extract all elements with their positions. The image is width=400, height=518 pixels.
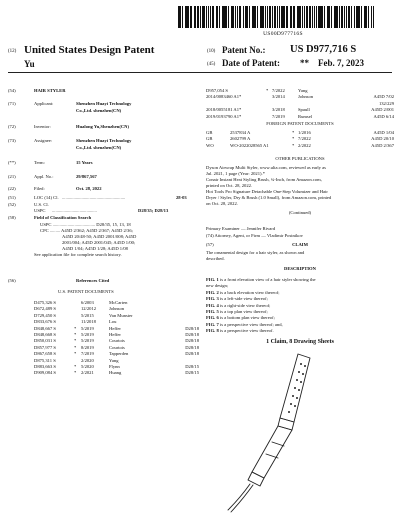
reference-row-cell: 6/2003 bbox=[81, 300, 94, 305]
barcode-bar bbox=[225, 6, 227, 28]
inventor-name: Hualong Yu,Shenzhen(CN) bbox=[76, 124, 130, 129]
primary-examiner: Primary Examiner — Jennifer Rivard bbox=[206, 226, 276, 231]
reference-row-cell: Heffer bbox=[109, 325, 121, 331]
filed-value: Oct. 28, 2022 bbox=[76, 186, 102, 191]
foreign-row-cell: 2/2022 bbox=[298, 142, 311, 148]
barcode-bar bbox=[249, 6, 250, 28]
fig-description bbox=[206, 328, 274, 334]
reference-row-cell: 5/2015 bbox=[81, 312, 94, 318]
foreign-row-cell: A45D 2/367 bbox=[371, 142, 394, 148]
barcode-bar bbox=[272, 6, 273, 28]
right-references-table bbox=[206, 88, 394, 124]
foreign-row-cell: * bbox=[292, 130, 295, 135]
barcode-bar bbox=[291, 6, 292, 28]
appl-no-value: 29/867,567 bbox=[76, 174, 97, 179]
fig-description bbox=[206, 303, 270, 309]
other-pub-line-7: on Oct. 28, 2022. bbox=[206, 201, 238, 206]
description-heading: DESCRIPTION bbox=[284, 266, 316, 271]
reference-row-cell bbox=[161, 306, 199, 312]
fig-label: FIG. 8 bbox=[206, 328, 219, 334]
reference-row-cell: Flynn bbox=[109, 364, 120, 369]
reference-row-cell: D883,663 S bbox=[34, 364, 56, 369]
foreign-row-cell: 2537834 A bbox=[230, 130, 251, 135]
foreign-row-cell: WO bbox=[206, 142, 214, 148]
code-10: (10) bbox=[207, 49, 216, 54]
reference-row-cell: Courtois bbox=[109, 338, 125, 344]
term-label: Term: bbox=[34, 160, 45, 165]
barcode-bar bbox=[316, 6, 317, 28]
reference-row-cell: Yang bbox=[109, 357, 119, 363]
reference-row-cell: D28/15 bbox=[185, 370, 199, 376]
loc-value: 28-03 bbox=[176, 195, 187, 200]
foreign-row bbox=[206, 136, 394, 142]
barcode-bar bbox=[344, 6, 345, 28]
fig-label: FIG. 3 bbox=[206, 296, 219, 302]
reference-row-cell: 2/2021 bbox=[81, 370, 94, 376]
loc-dots: ....................................................... bbox=[62, 195, 126, 200]
right-reference-row-cell: 2014/0083460 A1* bbox=[206, 94, 242, 100]
fig-text: is a perspective view thereof. bbox=[218, 328, 274, 334]
reference-row-cell: D28/18 bbox=[185, 344, 199, 350]
reference-row-cell bbox=[74, 306, 81, 312]
right-reference-row-cell: A45D 7/02 bbox=[373, 94, 394, 100]
document-title: United States Design Patent bbox=[24, 44, 155, 56]
barcode-bar bbox=[346, 6, 347, 28]
fig-label: FIG. 6 bbox=[206, 315, 219, 321]
filed-code: (22) bbox=[8, 186, 16, 191]
fig-text: is a back elevation view thereof; bbox=[218, 289, 280, 295]
assignee-label: Assignee: bbox=[34, 138, 53, 143]
reference-row-cell: 5/2020 bbox=[81, 364, 94, 369]
claim-code: (57) bbox=[206, 242, 214, 247]
reference-row-cell: D867,658 S bbox=[34, 351, 56, 357]
field-label: Field of Classification Search bbox=[34, 215, 92, 220]
foreign-row-cell: GB bbox=[206, 136, 213, 142]
header-rule bbox=[8, 72, 392, 73]
foreign-row-cell: WO-2022028565 A1 bbox=[230, 142, 269, 148]
fig-text: new design; bbox=[206, 283, 229, 289]
code-12: (12) bbox=[8, 49, 17, 54]
reference-row bbox=[34, 338, 199, 344]
barcode-bar bbox=[314, 6, 315, 28]
reference-row-cell: D848,667 S bbox=[34, 325, 56, 331]
fig-label: FIG. 2 bbox=[206, 289, 219, 295]
barcode-bar bbox=[359, 6, 360, 28]
right-reference-row-cell: 7/2022 bbox=[272, 88, 285, 93]
foreign-docs-heading: FOREIGN PATENT DOCUMENTS bbox=[266, 121, 334, 126]
date-star: ** bbox=[300, 58, 309, 68]
barcode-bar bbox=[298, 6, 301, 28]
other-pub-line-1: Dyson Airwrap Multi Styler, www.ulta.com, reviewed as early as bbox=[206, 165, 326, 170]
us-patent-docs-heading: U.S. PATENT DOCUMENTS bbox=[58, 289, 114, 294]
fig-label: FIG. 4 bbox=[206, 302, 219, 308]
barcode-bar bbox=[195, 6, 196, 28]
uspc-label: USPC bbox=[34, 208, 46, 213]
barcode-bar bbox=[373, 6, 374, 28]
reference-row-cell: D875,311 S bbox=[34, 357, 56, 363]
right-reference-row-cell: 2018/0055181 A1* bbox=[206, 107, 242, 113]
reference-row-cell: 2/2020 bbox=[81, 357, 94, 363]
right-reference-row-cell: Spaull bbox=[298, 107, 310, 113]
right-reference-row-cell bbox=[206, 101, 266, 107]
barcode-bar bbox=[257, 6, 258, 28]
foreign-row-cell: 7/2022 bbox=[298, 136, 311, 142]
barcode-bar bbox=[180, 6, 181, 28]
references-code: (56) bbox=[8, 278, 16, 283]
reference-row-cell: D28/18 bbox=[185, 325, 199, 331]
foreign-row-cell: 2602799 A bbox=[230, 136, 251, 142]
reference-row-cell bbox=[161, 313, 199, 319]
right-reference-row-cell: 3/2014 bbox=[272, 94, 285, 100]
barcode-bar bbox=[324, 6, 325, 28]
barcode-bar bbox=[188, 6, 189, 28]
uspc-dots: ....................................... bbox=[52, 208, 97, 213]
reference-row-cell bbox=[161, 300, 199, 306]
foreign-row-cell bbox=[326, 136, 340, 142]
reference-row-cell: D857,977 S bbox=[34, 344, 56, 350]
fig-text: is a right-side view thereof; bbox=[218, 302, 271, 308]
claims-line: 1 Claim, 8 Drawing Sheets bbox=[266, 339, 334, 345]
inventor-code: (72) bbox=[8, 124, 16, 129]
reference-row-cell: D833,676 S bbox=[34, 319, 56, 325]
reference-row-cell: * bbox=[74, 344, 77, 350]
barcode-bar bbox=[219, 6, 220, 28]
barcode-bar bbox=[279, 6, 280, 28]
reference-row-cell: Van Munster bbox=[109, 312, 133, 318]
foreign-row-cell bbox=[326, 130, 340, 136]
barcode-bar bbox=[235, 6, 236, 28]
filed-label: Filed: bbox=[34, 186, 45, 191]
claim-line-2: described. bbox=[206, 256, 225, 261]
barcode-bar bbox=[366, 6, 367, 28]
reference-row-cell: Courtois bbox=[109, 344, 125, 350]
reference-row bbox=[34, 313, 199, 319]
right-reference-row bbox=[206, 88, 394, 94]
barcode-bar bbox=[232, 6, 234, 28]
reference-row bbox=[34, 332, 199, 338]
reference-row-cell: 5/2019 bbox=[81, 325, 94, 331]
fig-text: is a top plan view thereof; bbox=[218, 309, 268, 314]
barcode-bar bbox=[190, 6, 192, 28]
right-reference-row-cell: A45D 6/14 bbox=[373, 113, 394, 119]
fig-text: is a perspective view thereof; and, bbox=[218, 321, 283, 327]
reference-row bbox=[34, 364, 199, 370]
fig-description bbox=[206, 315, 275, 321]
fig-description bbox=[206, 283, 228, 289]
assignee-line-1: Shenzhen Huayi Technology bbox=[76, 138, 132, 143]
loc-code: (51) bbox=[8, 195, 16, 200]
reference-row-cell: * bbox=[74, 370, 77, 376]
inventor-label: Inventor: bbox=[34, 124, 51, 129]
reference-row-cell: D848,668 S bbox=[34, 332, 56, 337]
barcode-bar bbox=[265, 6, 266, 28]
reference-row-cell: 7/2019 bbox=[81, 351, 94, 357]
reference-row-cell: D28/18 bbox=[185, 338, 199, 344]
fig-label: FIG. 5 bbox=[206, 309, 219, 314]
fig-description bbox=[206, 296, 268, 302]
barcode-bar bbox=[277, 6, 278, 28]
reference-row-cell: 12/2012 bbox=[81, 306, 97, 312]
reference-row-cell: McCarten bbox=[109, 300, 128, 305]
field-line-5: A45D 1/04; A45D 1/28; A45D 1/08 bbox=[62, 246, 128, 251]
title-code: (54) bbox=[8, 88, 16, 93]
reference-row-cell: D28/18 bbox=[185, 351, 199, 357]
barcode-bar bbox=[212, 6, 214, 28]
references-heading: References Cited bbox=[76, 278, 110, 283]
right-reference-row bbox=[206, 101, 394, 107]
assignee-line-2: Co.,Ltd. shenzhen(CN) bbox=[76, 145, 122, 150]
field-line-2: CPC ......... A45D 2/362; A45D 2/367; A45D 2/36; bbox=[40, 228, 133, 233]
reference-row-cell: Johnson bbox=[109, 306, 125, 312]
foreign-row-cell: GB bbox=[206, 130, 213, 135]
us-cl-label: U.S. Cl. bbox=[34, 202, 49, 207]
term-code: (**) bbox=[8, 160, 16, 165]
field-line-1: USPC ..................................... D28/35, 15, 13, 18 bbox=[40, 222, 131, 227]
barcode-bar bbox=[335, 6, 338, 28]
us-cl-value: D28/35; D28/13 bbox=[138, 208, 169, 213]
right-reference-row-cell: A45D 2/001 bbox=[371, 107, 394, 113]
barcode-number: US00D977716S bbox=[263, 31, 303, 37]
reference-row-cell: Lou bbox=[109, 319, 117, 325]
barcode-bar bbox=[306, 6, 308, 28]
term-value: 15 Years bbox=[76, 160, 93, 165]
reference-row-cell: D28/15 bbox=[185, 364, 199, 369]
continued-note: (Continued) bbox=[288, 210, 312, 215]
foreign-row-cell bbox=[326, 143, 340, 149]
barcode-bar bbox=[247, 6, 248, 28]
field-code: (58) bbox=[8, 215, 16, 220]
us-cl-code: (52) bbox=[8, 202, 16, 207]
barcode-bar bbox=[197, 6, 199, 28]
right-reference-row-cell: 7/2019 bbox=[272, 113, 285, 119]
barcode-bar bbox=[339, 6, 340, 28]
barcode-bar bbox=[309, 6, 311, 28]
fig-label: FIG. 7 bbox=[206, 321, 219, 327]
barcode-bar bbox=[217, 6, 218, 28]
fig-text: is a bottom plan view thereof; bbox=[218, 315, 275, 321]
reference-row-cell: 5/2019 bbox=[81, 338, 94, 344]
date-label: Date of Patent: bbox=[222, 58, 280, 68]
reference-row-cell: * bbox=[74, 364, 77, 369]
loc-label: LOC (14) Cl. bbox=[34, 195, 59, 200]
applicant-line-1: Shenzhen Huayi Technology bbox=[76, 101, 132, 106]
reference-row bbox=[34, 345, 199, 351]
other-pub-line-6: Dryer / Styler, Dry & Brush (1.0 Small), from Amazon.com, printed bbox=[206, 195, 332, 200]
barcode-bar bbox=[239, 6, 242, 28]
field-note: See application file for complete search history. bbox=[34, 252, 122, 257]
field-line-4: 2001/004; A45D 2001/045; A45D 1/00; bbox=[62, 240, 136, 245]
barcode-bar bbox=[351, 6, 353, 28]
barcode-bar bbox=[293, 6, 295, 28]
right-reference-row-cell bbox=[344, 88, 394, 94]
claim-line-1: The ornamental design for a hair styler, as shown and bbox=[206, 250, 305, 255]
other-pub-line-5: Hot Tools Pro Signature Detachable One-Step Volumizer and Hair bbox=[206, 189, 328, 194]
reference-row bbox=[34, 326, 199, 332]
assignee-code: (73) bbox=[8, 138, 16, 143]
right-reference-row-cell: Yang bbox=[298, 88, 308, 93]
barcode-bar bbox=[328, 6, 330, 28]
reference-row bbox=[34, 351, 199, 357]
foreign-row-cell: * bbox=[292, 142, 295, 148]
reference-row-cell: Heffer bbox=[109, 332, 121, 337]
attorney: (74) Attorney, Agent, or Firm — Vladimir Postnikov bbox=[206, 233, 303, 238]
reference-row-cell: Huang bbox=[109, 370, 122, 376]
fig-text: is a left-side view thereof; bbox=[218, 296, 268, 302]
reference-row-cell bbox=[74, 358, 81, 364]
barcode-bar bbox=[243, 6, 244, 28]
code-45: (45) bbox=[207, 62, 216, 67]
fig-descriptions bbox=[206, 277, 394, 337]
right-reference-row-cell bbox=[272, 101, 298, 107]
appl-no-label: Appl. No.: bbox=[34, 174, 54, 179]
applicant-code: (71) bbox=[8, 101, 16, 106]
barcode-bar bbox=[321, 6, 323, 28]
barcode-bar bbox=[286, 6, 288, 28]
reference-row bbox=[34, 306, 199, 312]
barcode-bar bbox=[284, 6, 285, 28]
right-reference-row-cell bbox=[298, 101, 344, 107]
reference-row-cell: * bbox=[74, 332, 77, 337]
foreign-row bbox=[206, 130, 394, 136]
patent-date: Feb. 7, 2023 bbox=[318, 58, 364, 68]
barcode-bar bbox=[331, 6, 332, 28]
right-reference-row-cell: Johnson bbox=[298, 94, 314, 100]
barcode-bar bbox=[368, 6, 369, 28]
reference-row-cell: D850,031 S bbox=[34, 338, 56, 344]
barcode-bar bbox=[254, 6, 256, 28]
barcode-bar bbox=[202, 6, 205, 28]
reference-row-cell bbox=[161, 319, 199, 325]
reference-row-cell: D909,084 S bbox=[34, 370, 56, 376]
barcode bbox=[178, 6, 388, 28]
reference-row bbox=[34, 300, 199, 306]
foreign-row-cell: * bbox=[292, 136, 295, 142]
other-pub-line-4: printed on Oct. 28, 2022. bbox=[206, 183, 253, 188]
reference-row-cell: 8/2019 bbox=[81, 344, 94, 350]
foreign-row-cell: A45D 1/04 bbox=[373, 130, 394, 135]
applicant-line-2: Co.,Ltd. shenzhen(CN) bbox=[76, 108, 122, 113]
other-pub-line-2: Jul. 2021, 1 page (Year: 2021).* bbox=[206, 171, 265, 176]
reference-row bbox=[34, 358, 199, 364]
reference-row bbox=[34, 370, 199, 376]
right-reference-row bbox=[206, 114, 394, 120]
references-table bbox=[34, 300, 199, 390]
barcode-bar bbox=[302, 6, 303, 28]
reference-row-cell: D729,450 S bbox=[34, 312, 56, 318]
design-title: HAIR STYLER bbox=[34, 88, 66, 93]
reference-row-cell: * bbox=[74, 325, 77, 331]
fig-text: is a front elevation view of a hair styler showing the bbox=[218, 277, 316, 282]
other-pubs-heading: OTHER PUBLICATIONS bbox=[275, 156, 325, 161]
reference-row-cell: D475,326 S bbox=[34, 300, 56, 305]
barcode-bar bbox=[269, 6, 271, 28]
reference-row-cell: D28/18 bbox=[185, 332, 199, 337]
right-reference-row bbox=[206, 107, 394, 113]
fig-label: FIG. 1 bbox=[206, 277, 219, 282]
reference-row-cell bbox=[74, 300, 81, 306]
reference-row-cell: 5/2019 bbox=[81, 332, 94, 337]
patent-number-label: Patent No.: bbox=[222, 45, 266, 55]
right-reference-row-cell: D957,054 S bbox=[206, 88, 228, 93]
right-reference-row-cell: * bbox=[266, 88, 269, 93]
fig-description bbox=[206, 322, 283, 328]
applicant-label: Applicant: bbox=[34, 101, 54, 106]
hair-styler-drawing bbox=[206, 350, 394, 515]
fig-description bbox=[206, 309, 268, 315]
fig-description bbox=[206, 290, 279, 296]
appl-no-code: (21) bbox=[8, 174, 16, 179]
field-line-3: A45D 20/48-50; A45D 2001/008; A45D bbox=[62, 234, 137, 239]
reference-row-cell: * bbox=[74, 338, 77, 344]
barcode-bar bbox=[210, 6, 212, 28]
reference-row-cell: D672,489 S bbox=[34, 306, 56, 312]
reference-row bbox=[34, 319, 199, 325]
right-reference-row-cell: 132/229 bbox=[378, 100, 394, 106]
reference-row-cell bbox=[74, 319, 81, 325]
foreign-row-cell: 1/2016 bbox=[298, 130, 311, 135]
barcode-bar bbox=[182, 6, 183, 28]
barcode-bar bbox=[206, 6, 207, 28]
reference-row-cell: * bbox=[74, 351, 77, 357]
reference-row-cell: Tapperden bbox=[109, 351, 129, 357]
barcode-bar bbox=[354, 6, 355, 28]
inventor-short: Yu bbox=[24, 59, 35, 69]
foreign-table bbox=[206, 130, 394, 154]
claim-heading: CLAIM bbox=[292, 242, 308, 247]
barcode-bar bbox=[261, 6, 264, 28]
patent-number: US D977,716 S bbox=[290, 44, 357, 55]
right-reference-row bbox=[206, 94, 394, 100]
reference-row-cell: 11/2018 bbox=[81, 319, 96, 325]
barcode-bar bbox=[361, 6, 362, 28]
right-reference-row-cell: 2019/0193790 A1* bbox=[206, 113, 242, 119]
right-reference-row-cell: 3/2018 bbox=[272, 107, 285, 113]
fig-description bbox=[206, 277, 316, 283]
barcode-bar bbox=[228, 6, 229, 28]
reference-row-cell bbox=[74, 313, 81, 319]
foreign-row-cell: A45D 20/10 bbox=[371, 136, 394, 142]
other-pub-line-3: Conair Instant Heat Styling Brush, ¾-Inch, from Amazon.com, bbox=[206, 177, 322, 182]
foreign-row bbox=[206, 143, 394, 149]
right-reference-row-cell: Rumsel bbox=[298, 113, 313, 119]
reference-row-cell bbox=[161, 358, 199, 364]
